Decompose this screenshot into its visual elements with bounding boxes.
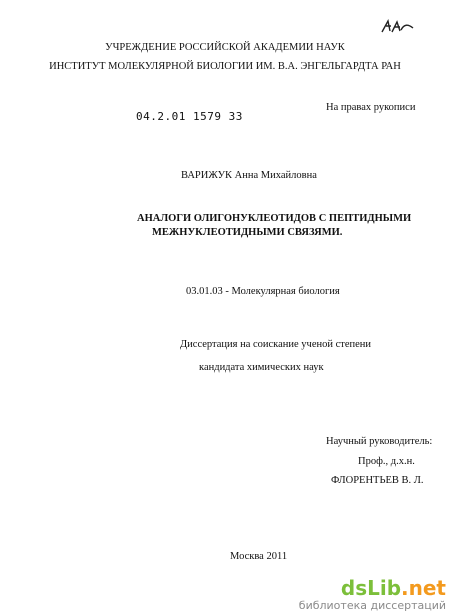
title-line-1: АНАЛОГИ ОЛИГОНУКЛЕОТИДОВ С ПЕПТИДНЫМИ xyxy=(137,213,412,224)
watermark-logo-net: .net xyxy=(401,576,446,600)
institution-line-2: ИНСТИТУТ МОЛЕКУЛЯРНОЙ БИОЛОГИИ ИМ. В.А. ЭНГЕЛЬГАРДТА РАН xyxy=(49,61,401,72)
supervisor-name: ФЛОРЕНТЬЕВ В. Л. xyxy=(331,475,424,486)
watermark-logo-ds: ds xyxy=(340,576,368,600)
degree-line-2: кандидата химических наук xyxy=(199,362,324,373)
watermark xyxy=(299,578,446,612)
institution-line-1: УЧРЕЖДЕНИЕ РОССИЙСКОЙ АКАДЕМИИ НАУК xyxy=(105,42,345,53)
specialty-code: 03.01.03 - Молекулярная биология xyxy=(186,286,340,297)
watermark-logo-lib: Lib xyxy=(367,576,402,600)
title-line-2: МЕЖНУКЛЕОТИДНЫМИ СВЯЗЯМИ. xyxy=(152,227,343,238)
watermark-logo xyxy=(299,578,446,598)
signature-mark xyxy=(380,18,416,36)
supervisor-label: Научный руководитель: xyxy=(326,436,433,447)
supervisor-rank: Проф., д.х.н. xyxy=(358,456,415,467)
city-year: Москва 2011 xyxy=(230,551,288,562)
author-name: ВАРИЖУК Анна Михайловна xyxy=(181,170,317,181)
watermark-subtitle: библиотека диссертаций xyxy=(298,599,446,612)
degree-line-1: Диссертация на соискание ученой степени xyxy=(180,339,372,350)
rights-note: На правах рукописи xyxy=(326,102,416,113)
stamp-number: 04.2.01 1579 33 xyxy=(136,110,243,123)
